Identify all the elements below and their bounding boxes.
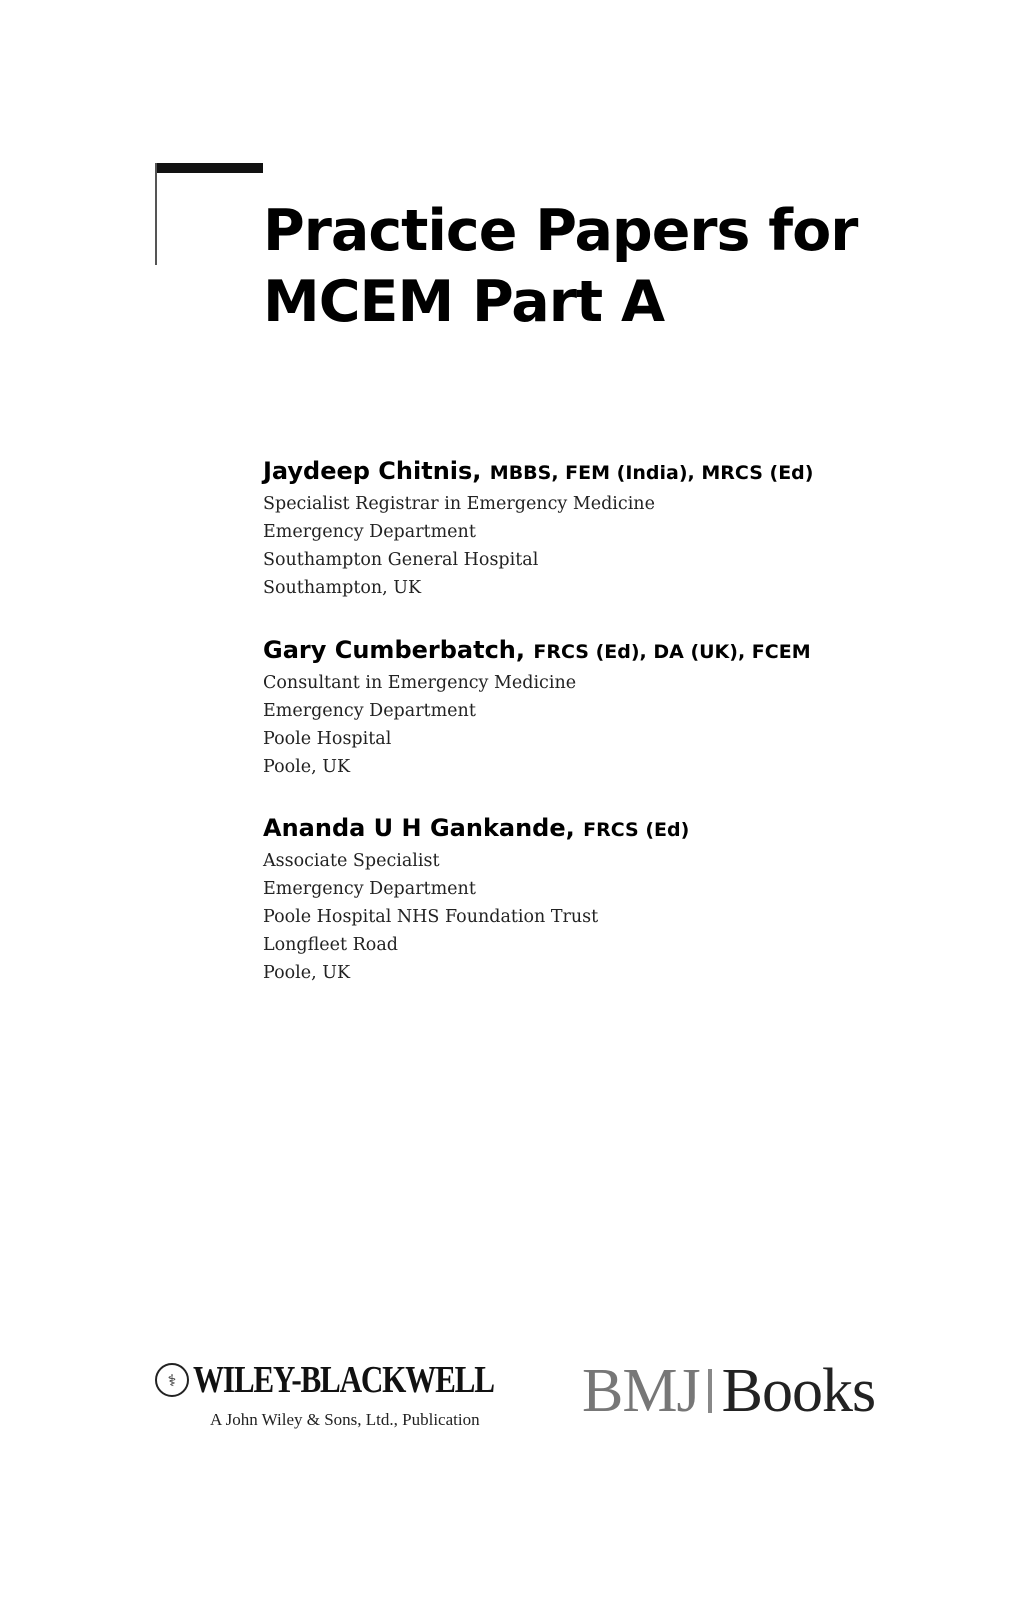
affiliation-line: Southampton General Hospital xyxy=(263,550,539,570)
wiley-subtitle: A John Wiley & Sons, Ltd., Publication xyxy=(210,1410,480,1429)
author-3 xyxy=(263,811,689,987)
affiliation-line: Poole, UK xyxy=(263,757,351,777)
affiliation-line: Emergency Department xyxy=(263,701,476,721)
affiliation-line: Longfleet Road xyxy=(263,935,398,955)
author-1 xyxy=(263,454,813,602)
author-name: Ananda U H Gankande, xyxy=(263,814,575,842)
affiliation-line: Poole Hospital NHS Foundation Trust xyxy=(263,907,599,927)
wiley-wordmark: WILEY-BLACKWELL xyxy=(193,1359,494,1401)
corner-mark-vertical xyxy=(155,163,157,265)
bmj-books-logo xyxy=(582,1355,875,1427)
affiliation-line: Poole, UK xyxy=(263,963,351,983)
title-line-1: Practice Papers for xyxy=(263,198,858,264)
book-title xyxy=(263,196,857,338)
affiliation-line: Consultant in Emergency Medicine xyxy=(263,673,577,693)
affiliation-line: Emergency Department xyxy=(263,879,476,899)
bmj-wordmark: BMJ xyxy=(582,1357,700,1425)
logo-divider xyxy=(708,1369,712,1413)
title-line-2: MCEM Part A xyxy=(263,269,665,335)
affiliation-line: Associate Specialist xyxy=(263,851,440,871)
affiliation-line: Southampton, UK xyxy=(263,578,422,598)
affiliation-line: Poole Hospital xyxy=(263,729,392,749)
author-qualifications: FRCS (Ed), DA (UK), FCEM xyxy=(533,641,811,663)
author-name: Jaydeep Chitnis, xyxy=(263,457,482,485)
wiley-emblem-icon: ⚕ xyxy=(155,1363,189,1397)
corner-mark-horizontal xyxy=(155,163,263,173)
author-2 xyxy=(263,633,811,781)
wiley-blackwell-logo xyxy=(155,1358,560,1402)
author-name: Gary Cumberbatch, xyxy=(263,636,526,664)
author-qualifications: MBBS, FEM (India), MRCS (Ed) xyxy=(489,462,814,484)
author-qualifications: FRCS (Ed) xyxy=(583,819,690,841)
books-wordmark: Books xyxy=(721,1357,876,1425)
affiliation-line: Specialist Registrar in Emergency Medicine xyxy=(263,494,655,514)
affiliation-line: Emergency Department xyxy=(263,522,476,542)
